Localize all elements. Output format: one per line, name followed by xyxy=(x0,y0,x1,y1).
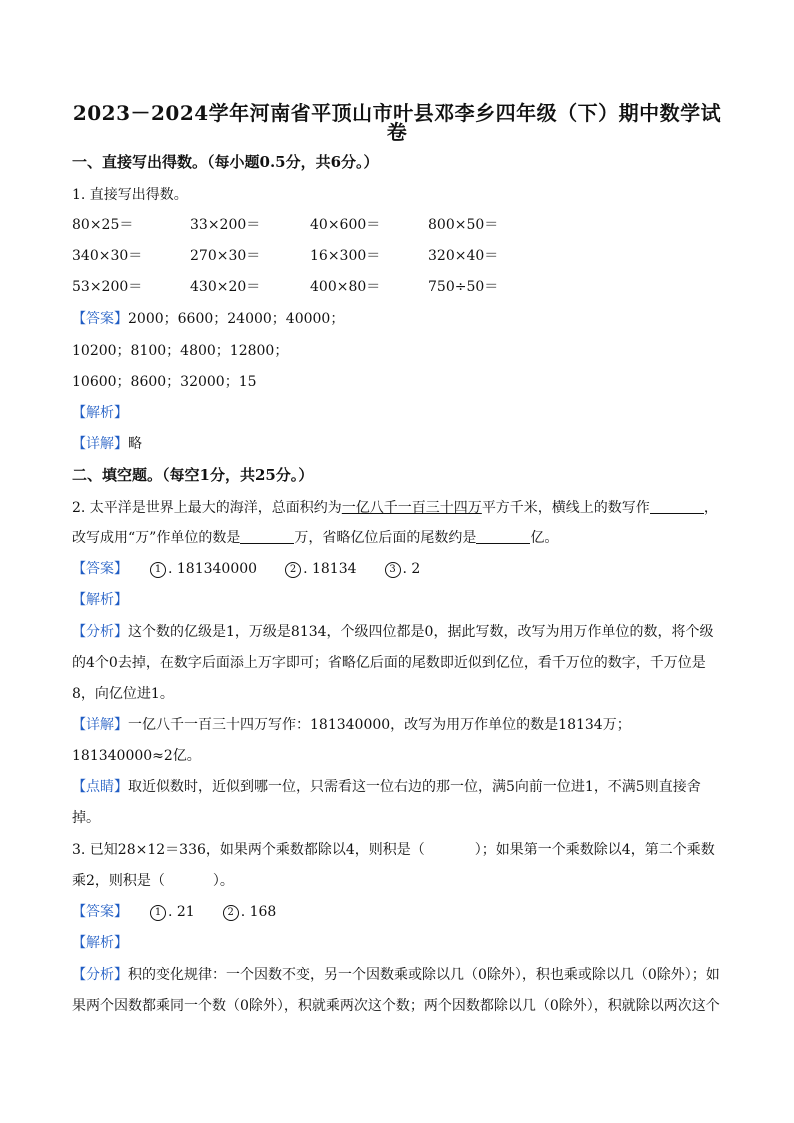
q3-line1-a: 3. 已知28×12＝336，如果两个乘数都除以4，则积是（ xyxy=(72,842,425,858)
q2-line2-b: 万，省略亿位后面的尾数约是 xyxy=(294,530,477,546)
answer-label: 【答案】 xyxy=(72,561,128,577)
circled-number: 3 xyxy=(385,562,401,578)
q3-line2-a: 乘2，则积是（ xyxy=(72,873,165,889)
q1-detail xyxy=(72,433,142,453)
q1-answer-line2: 10200；8100；4800；12800； xyxy=(72,343,289,359)
calc-item: 320×40＝ xyxy=(428,248,499,264)
q2-detail-line2: 181340000≈2亿。 xyxy=(72,748,201,764)
fenxi-label: 【分析】 xyxy=(72,967,128,983)
fenxi-text: 这个数的亿级是1，万级是8134，个级四位都是0，据此写数，改写为用万作单位的数，将个级 xyxy=(128,624,714,640)
q2-underlined-number: 一亿八千一百三十四万 xyxy=(341,500,482,516)
answer-blank xyxy=(476,529,530,544)
detail-label: 【详解】 xyxy=(72,717,128,733)
q1-answer-line3: 10600；8600；32000；15 xyxy=(72,374,257,390)
q2-analysis-label: 【解析】 xyxy=(72,592,128,608)
section1-heading: 一、直接写出得数。（每小题0.5分，共6分。） xyxy=(72,153,379,171)
q2-prefix: 2. 太平洋是世界上最大的海洋，总面积约为 xyxy=(72,500,342,516)
circled-number: 2 xyxy=(223,905,239,921)
answer-blank xyxy=(650,499,704,514)
answer-blank xyxy=(240,529,294,544)
circled-number: 1 xyxy=(150,905,166,921)
q3-fenxi-line1 xyxy=(72,964,720,984)
calc-item: 40×600＝ xyxy=(310,217,381,233)
answer-label: 【答案】 xyxy=(72,311,128,327)
q2-dianjing-line2: 掉。 xyxy=(72,810,100,826)
calc-item: 270×30＝ xyxy=(190,248,261,264)
calc-item: 430×20＝ xyxy=(190,279,261,295)
circled-number: 2 xyxy=(285,562,301,578)
q1-analysis-label: 【解析】 xyxy=(72,405,128,421)
calc-item: 340×30＝ xyxy=(72,248,143,264)
q3-answer xyxy=(72,901,276,921)
calc-item: 800×50＝ xyxy=(428,217,499,233)
detail-text: 一亿八千一百三十四万写作：181340000，改写为用万作单位的数是18134万； xyxy=(128,717,631,733)
q2-stem-line2 xyxy=(72,527,558,547)
q3-fenxi-line2: 果两个因数都乘同一个数（0除外），积就乘两次这个数；两个因数都除以几（0除外），积就除以两次这个 xyxy=(72,998,720,1014)
detail-label: 【详解】 xyxy=(72,436,128,452)
fenxi-label: 【分析】 xyxy=(72,624,128,640)
calc-item: 80×25＝ xyxy=(72,217,134,233)
dianjing-text: 取近似数时，近似到哪一位，只需看这一位右边的那一位，满5向前一位进1，不满5则直接舍 xyxy=(128,779,701,795)
fenxi-text: 积的变化规律：一个因数不变，另一个因数乘或除以几（0除外），积也乘或除以几（0除外）；如 xyxy=(128,967,720,983)
calc-item: 750÷50＝ xyxy=(428,279,499,295)
q2-answer xyxy=(72,558,420,578)
q3-stem-line1 xyxy=(72,839,715,859)
answer-value: . 18134 xyxy=(303,561,357,577)
q2-stem-line1 xyxy=(72,497,718,517)
q1-answer xyxy=(72,308,344,328)
dianjing-label: 【点睛】 xyxy=(72,779,128,795)
answer-value: . 2 xyxy=(402,561,421,577)
section2-heading: 二、填空题。（每空1分，共25分。） xyxy=(72,466,314,484)
q3-stem-line2 xyxy=(72,870,234,890)
q2-suffix: 平方千米，横线上的数写作 xyxy=(481,500,650,516)
calc-item: 400×80＝ xyxy=(310,279,381,295)
q3-line1-b: ）；如果第一个乘数除以4，第二个乘数 xyxy=(474,842,715,858)
q2-detail-line1 xyxy=(72,714,631,734)
answer-label: 【答案】 xyxy=(72,904,128,920)
detail-text: 略 xyxy=(128,436,142,452)
q2-fenxi-line3: 8，向亿位进1。 xyxy=(72,686,174,702)
q1-stem: 1. 直接写出得数。 xyxy=(72,187,188,203)
q2-fenxi-line2: 的4个0去掉，在数字后面添上万字即可；省略亿后面的尾数即近似到亿位，看千万位的数字，千万位是 xyxy=(72,655,706,671)
answer-value: . 181340000 xyxy=(168,561,258,577)
calc-item: 53×200＝ xyxy=(72,279,143,295)
circled-number: 1 xyxy=(150,562,166,578)
q2-line2-a: 改写成用“万”作单位的数是 xyxy=(72,530,241,546)
q2-fenxi-line1 xyxy=(72,621,713,641)
calc-item: 16×300＝ xyxy=(310,248,381,264)
q3-analysis-label: 【解析】 xyxy=(72,935,128,951)
document-title-line2: 卷 xyxy=(386,120,408,144)
answer-text: 2000；6600；24000；40000； xyxy=(128,311,345,327)
answer-value: . 168 xyxy=(240,904,277,920)
q2-dianjing-line1 xyxy=(72,776,701,796)
q2-end: ， xyxy=(703,500,718,516)
answer-value: . 21 xyxy=(168,904,195,920)
q3-line2-b: ）。 xyxy=(212,873,234,889)
document-title-line1: 2023－2024学年河南省平顶山市叶县邓李乡四年级（下）期中数学试 xyxy=(72,101,722,125)
calc-item: 33×200＝ xyxy=(190,217,261,233)
q2-line2-c: 亿。 xyxy=(530,530,559,546)
